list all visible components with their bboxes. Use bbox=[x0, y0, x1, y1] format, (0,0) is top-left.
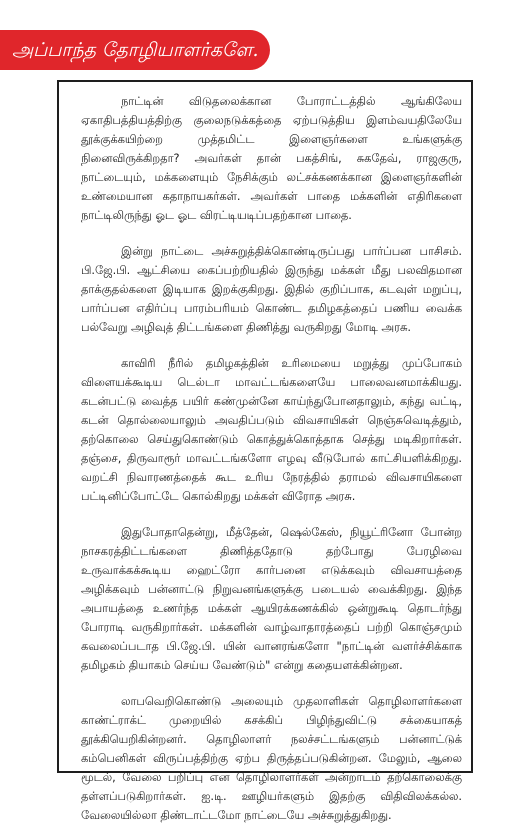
article-paragraph-1: நாட்டின் விடுதலைக்கான போராட்டத்தில் ஆங்கிலேய ஏகாதிபத்தியத்திற்கு குலைநடுக்கத்தை ஏற்படுத்திய இளம்வயதிலேயே தூக்குக்கயிற்றை முத்தமிட்ட இளைஞர்களை உங்களுக்கு நினைவிருக்கிறதா? அவர்கள் தான் பகத்சிங், சுகதேவ், ராஜகுரு, நாட்டையும், மக்களையும் நேசிக்கும் லட்சக்கணக்கான இளைஞர்களின் உண்மையான கதாநாயகர்கள். அவர்கள் பாதை மக்களின் எதிரிகளை நாட்டிலிருந்து ஓட ஓட விரட்டியடிப்பதற்கான பாதை. bbox=[81, 94, 462, 222]
article-paragraph-5: லாபவெறிகொண்டு அலையும் முதலாளிகள் தொழிலாளர்களை காண்ட்ராக்ட் முறையில் கசக்கிப் பிழிந்துவிட்டு சக்கையாகத் தூக்கியெறிகின்றனர். தொழிலாளர் நலச்சட்டங்களும் பன்னாட்டுக் கம்பெனிகள் விருப்பத்திற்கு ஏற்ப திருத்தப்படுகின்றன. மேலும், ஆலை மூடல், வேலை பறிப்பு என தொழிலாளர்கள் அன்றாடம் தற்கொலைக்கு தள்ளப்படுகிறார்கள். ஐ.டி. ஊழியர்களும் இதற்கு விதிவிலக்கல்ல. வேலையில்லா திண்டாட்டமோ நாட்டையே அச்சுறுத்துகிறது. bbox=[81, 694, 462, 822]
article-box bbox=[57, 80, 473, 822]
article-paragraph-2: இன்று நாட்டை அச்சுறுத்திக்கொண்டிருப்பது பார்ப்பன பாசிசம். பி.ஜே.பி. ஆட்சியை கைப்பற்றியதில் இருந்து மக்கள் மீது பலவிதமான தாக்குதல்களை இடியாக இறக்குகிறது. இதில் குறிப்பாக, கடவுள் மறுப்பு, பார்ப்பன எதிர்ப்பு பாரம்பரியம் கொண்ட தமிழகத்தைப் பணிய வைக்க பல்வேறு அழிவுத் திட்டங்களை திணித்து வருகிறது மோடி அரசு. bbox=[81, 244, 462, 334]
header-title: அப்பாந்த தோழியாளர்களே. bbox=[12, 39, 259, 61]
header-banner bbox=[0, 30, 270, 70]
article-paragraph-4: இதுபோதாதென்று, மீத்தேன், ஷெல்கேஸ், நியூட்ரினோ போன்ற நாசகரத்திட்டங்களை திணித்ததோடு தற்போது பேரழிவை உருவாக்கக்கூடிய ஹைட்ரோ கார்பனை எடுக்கவும் விவசாயத்தை அழிக்கவும் பன்னாட்டு நிறுவனங்களுக்கு படையல் வைக்கிறது. இந்த அபாயத்தை உணர்ந்த மக்கள் ஆயிரக்கணக்கில் ஒன்றுகூடி தொடர்ந்து போராடி வருகிறார்கள். மக்களின் வாழ்வாதாரத்தைப் பற்றி கொஞ்சமும் கவலைப்படாத பி.ஜே.பி. யின் வானரங்களோ "நாட்டின் வளர்ச்சிக்காக தமிழகம் தியாகம் செய்ய வேண்டும்" என்று கதையளக்கின்றன. bbox=[81, 525, 462, 672]
article-paragraph-3: காவிரி நீரில் தமிழகத்தின் உரிமையை மறுத்து முப்போகம் விளையக்கூடிய டெல்டா மாவட்டங்களையே பாலைவனமாக்கியது. கடன்பட்டு வைத்த பயிர் கண்முன்னே காய்ந்துபோனதாலும், கந்து வட்டி, கடன் தொல்லையாலும் அவதிப்படும் விவசாயிகள் நெஞ்சுவெடித்தும், தற்கொலை செய்துகொண்டும் கொத்துக்கொத்தாக செத்து மடிகிறார்கள். தஞ்சை, திருவாரூர் மாவட்டங்களோ எழவு வீடுபோல் காட்சியளிக்கிறது. வறட்சி நிவாரணத்தைக் கூட உரிய நேரத்தில் தராமல் விவசாயிகளை பட்டினிப்போட்டே கொல்கிறது மக்கள் விரோத அரசு. bbox=[81, 356, 462, 503]
